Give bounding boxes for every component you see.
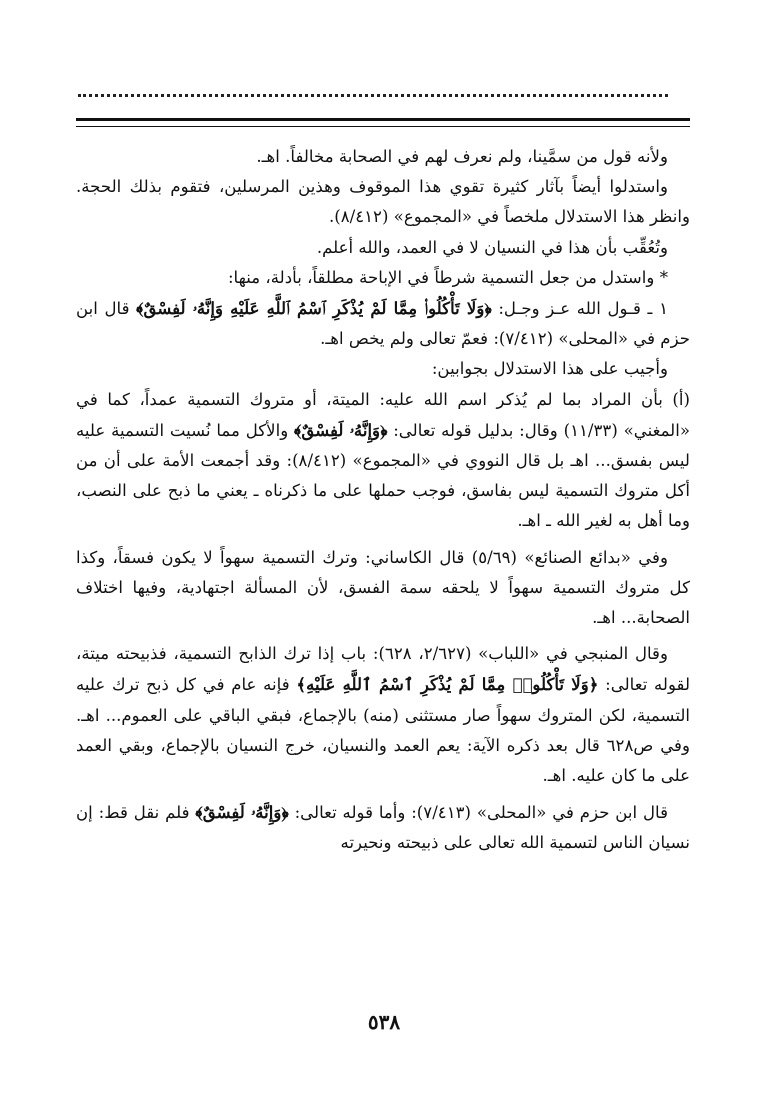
- paragraph-7-rest: والأكل مما نُسيت التسمية عليه ليس بفسق... اهـ بل قال النووي في «المجموع» (٨/٤١٢): وقد أجمعت الأمة على أن من أكل متروك التسمية ليس بفاسق، فوجب حملها على ما ذكرناه ـ يعني ما ذبح على النصب، وما أهل به لغير الله ـ اهـ.: [76, 420, 690, 531]
- header-rule-thin: [76, 126, 690, 127]
- quran-verse: ﴿وَإِنَّهُۥ لَفِسْقٌ﴾: [294, 419, 388, 440]
- dotted-header-line: [78, 84, 668, 97]
- paragraph-9: [76, 639, 690, 791]
- paragraph-6: وأجيب على هذا الاستدلال بجوابين:: [431, 359, 668, 379]
- quran-verse: ﴿وَإِنَّهُۥ لَفِسْقٌ﴾: [195, 802, 289, 823]
- paragraph-1: ولأنه قول من سمَّينا، ولم نعرف لهم في الصحابة مخالفاً. اهـ.: [256, 147, 668, 166]
- paragraph-10-rest: فلم نقل قط: إن نسيان الناس لتسمية الله تعالى على ذبيحته ونحيرته: [76, 803, 690, 853]
- page-number: ٥٣٨: [367, 1010, 401, 1034]
- header-rule-thick: [76, 118, 690, 121]
- paragraph-9-rest: فإنه عام في كل ذبح ترك عليه التسمية، لكن المتروك سهواً صار مستثنى (منه) بالإجماع، فبقي الباقي على العموم... اهـ. وفي ص٦٢٨ قال بعد ذكره الآية: يعم العمد والنسيان، خرج النسيان بالإجماع، وبقي العمد على ما كان عليه. اهـ.: [76, 675, 690, 786]
- page-body-text: [76, 142, 690, 859]
- paragraph-5: [76, 293, 690, 354]
- paragraph-3: وتُعُقِّب بأن هذا في النسيان لا في العمد، والله أعلم.: [316, 237, 668, 257]
- paragraph-10: [76, 797, 690, 858]
- quran-verse: ﴿وَلَا تَأْكُلُوا۟ مِمَّا لَمْ يُذْكَرِ ٱسْمُ ٱللَّهِ عَلَيْهِ وَإِنَّهُۥ لَفِسْقٌ﴾: [136, 298, 492, 319]
- paragraph-9-intro: وقال المنبجي في «اللباب» (٢/٦٢٧، ٦٢٨): باب إذا ترك الذابح التسمية، فذبيحته ميتة، لقوله تعالى:: [76, 644, 691, 695]
- paragraph-10-intro: قال ابن حزم في «المحلى» (٧/٤١٣): وأما قوله تعالى:: [288, 803, 669, 823]
- paragraph-5-rest: قال ابن حزم في «المحلى» (٧/٤١٢): فعمّ تعالى ولم يخص اهـ.: [76, 299, 690, 349]
- quran-verse: ﴿وَلَا تَأْكُلُوا۟ مِمَّا لَمْ يُذْكَرِ ٱسْمُ ٱللَّهِ عَلَيْهِ﴾: [296, 674, 599, 695]
- paragraph-5-intro: ١ ـ قـول الله عـز وجـل:: [491, 299, 668, 319]
- paragraph-8: وفي «بدائع الصنائع» (٥/٦٩) قال الكاساني: وترك التسمية سهواً لا يكون فسقاً، وكذا كل متروك التسمية سهواً لا يلحقه سمة الفسق، لأن المسألة اجتهادية، وفيها اختلاف الصحابة... اهـ.: [76, 547, 690, 628]
- paragraph-7: [76, 385, 690, 537]
- paragraph-2: واستدلوا أيضاً بآثار كثيرة تقوي هذا الموقوف وهذين المرسلين، فتقوم بذلك الحجة. وانظر هذا الاستدلال ملخصاً في «المجموع» (٨/٤١٢).: [76, 177, 690, 227]
- paragraph-7-intro: (أ) بأن المراد بما لم يُذكر اسم الله عليه: الميتة، أو متروك التسمية عمداً، كما في «المغني» (١١/٣٣) وقال: بدليل قوله تعالى:: [76, 389, 690, 440]
- paragraph-4: * واستدل من جعل التسمية شرطاً في الإباحة مطلقاً، بأدلة، منها:: [227, 267, 668, 287]
